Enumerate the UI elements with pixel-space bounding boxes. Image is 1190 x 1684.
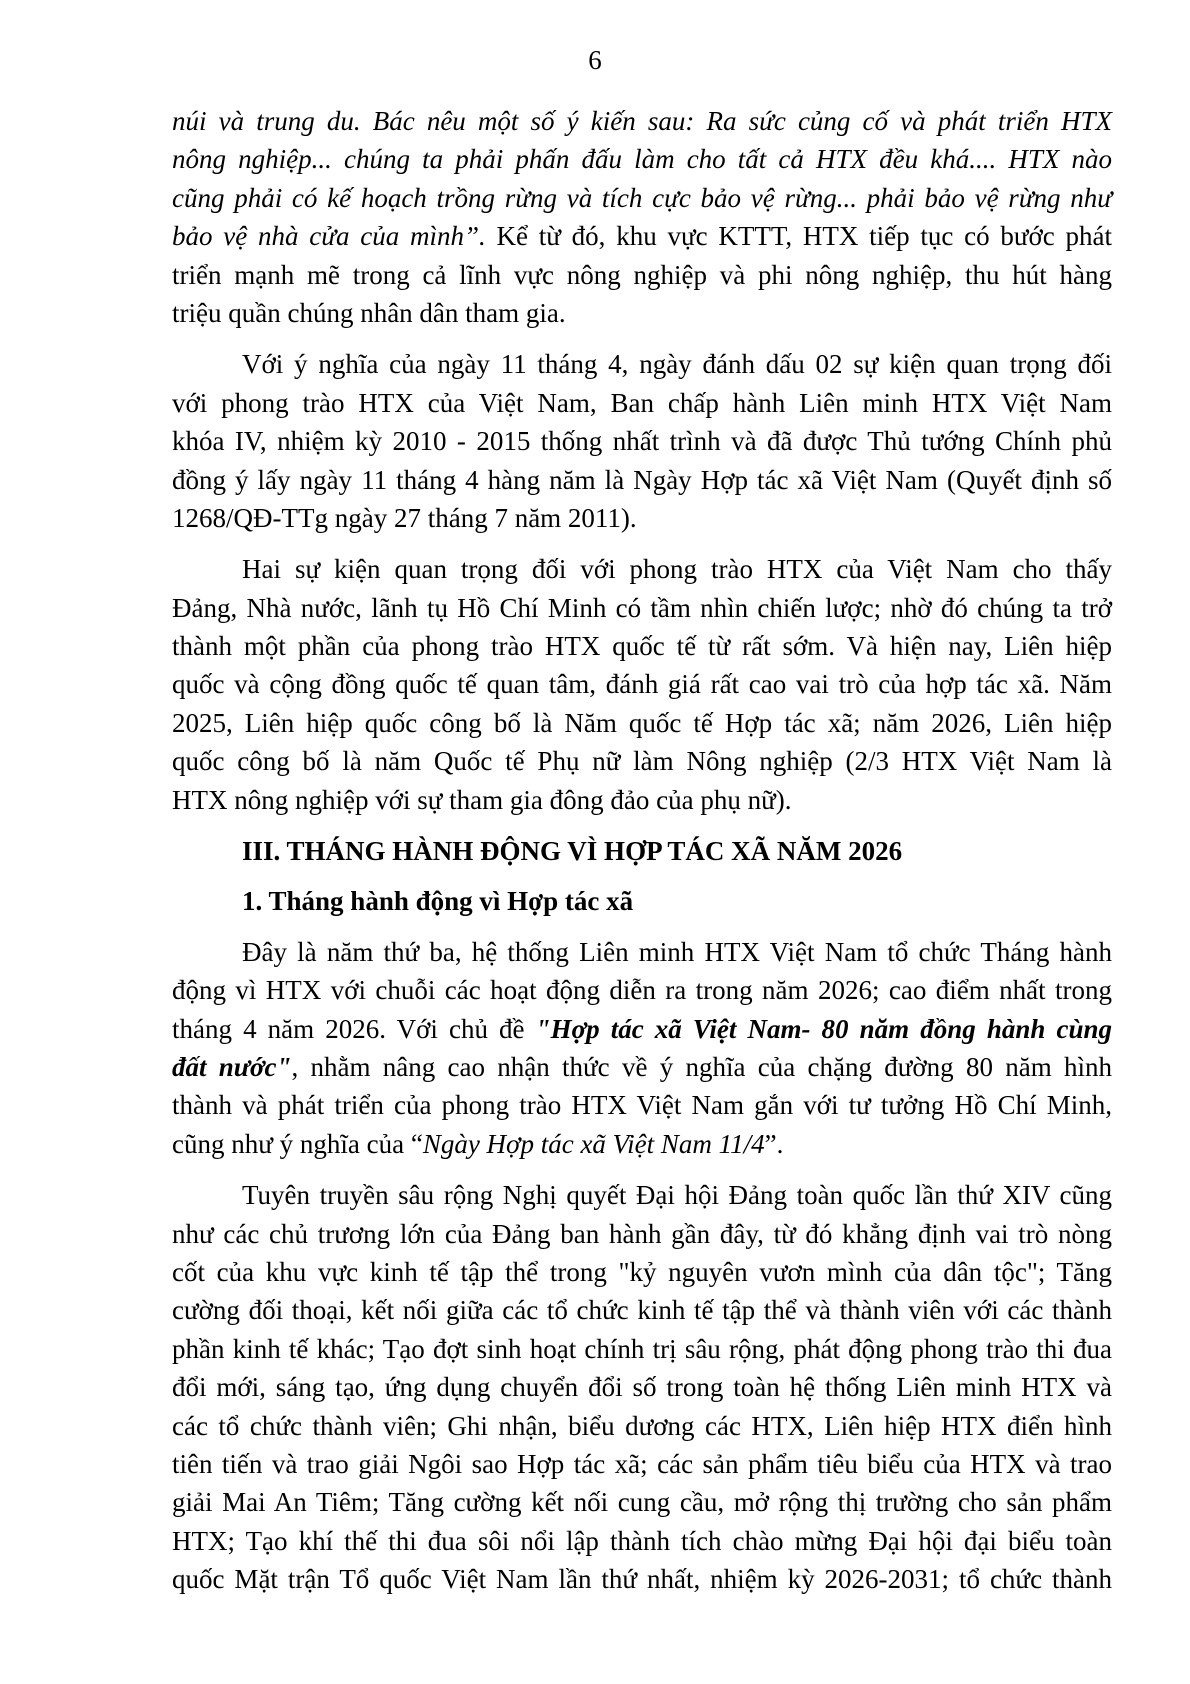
text-line xyxy=(172,422,1112,460)
text-run: Kể từ đó, khu vực KTTT, HTX tiếp tục có bước phát xyxy=(485,221,1112,252)
text-line xyxy=(172,1215,1112,1253)
paragraph-p4 xyxy=(172,933,1112,1163)
text-line xyxy=(172,1176,1112,1214)
paragraph-p5 xyxy=(172,1176,1112,1598)
text-run: với phong trào HTX của Việt Nam, Ban chấp hành Liên minh HTX Việt Nam xyxy=(172,387,1112,418)
text-line xyxy=(172,1125,1112,1163)
text-line xyxy=(172,499,1112,537)
text-run: phần kinh tế khác; Tạo đợt sinh hoạt chính trị sâu rộng, phát động phong trào thi đua xyxy=(172,1333,1112,1364)
text-run: cũng như ý nghĩa của “ xyxy=(172,1128,423,1159)
text-line xyxy=(172,1407,1112,1445)
emphasized-text-run: núi và trung du. Bác nêu một số ý kiến sau: Ra sức củng cố và phát triển HTX xyxy=(172,106,1112,136)
text-line xyxy=(172,294,1112,332)
text-run: Hai sự kiện quan trọng đối với phong trào HTX của Việt Nam cho thấy xyxy=(242,554,1112,585)
emphasized-text-run: bảo vệ nhà cửa của mình”. xyxy=(172,221,486,252)
text-line xyxy=(172,1368,1112,1406)
section-paragraphs xyxy=(172,933,1112,1599)
text-run: giải Mai An Tiêm; Tăng cường kết nối cung cầu, mở rộng thị trường cho sản phẩm xyxy=(172,1487,1112,1518)
text-run: cốt của khu vực kinh tế tập thể trong "kỷ nguyên vươn mình của dân tộc"; Tăng xyxy=(172,1256,1112,1287)
text-run: Tuyên truyền sâu rộng Nghị quyết Đại hội Đảng toàn quốc lần thứ XIV cũng xyxy=(242,1180,1112,1211)
text-line xyxy=(172,461,1112,499)
subsection-heading: 1. Tháng hành động vì Hợp tác xã xyxy=(242,886,634,917)
text-line xyxy=(172,102,1112,140)
text-run: , nhằm nâng cao nhận thức về ý nghĩa của chặng đường 80 năm hình xyxy=(291,1052,1113,1083)
text-run: HTX; Tạo khí thế thi đua sôi nổi lập thành tích chào mừng Đại hội đại biểu toàn xyxy=(172,1525,1112,1556)
document-body xyxy=(172,102,1112,1611)
intro-paragraphs xyxy=(172,102,1112,819)
text-run: tháng 4 năm 2026. Với chủ đề xyxy=(172,1013,536,1044)
text-line xyxy=(172,384,1112,422)
text-run: tiên tiến và trao giải Ngôi sao Hợp tác xã; các sản phẩm tiêu biểu của HTX và trao xyxy=(172,1448,1112,1479)
text-line xyxy=(172,589,1112,627)
emphasized-text-run: "Hợp tác xã Việt Nam- 80 năm đồng hành cùng xyxy=(535,1013,1113,1044)
text-line xyxy=(172,1560,1112,1598)
text-line xyxy=(172,256,1112,294)
text-run: các tổ chức thành viên; Ghi nhận, biểu dương các HTX, Liên hiệp HTX điển hình xyxy=(172,1410,1112,1441)
text-run: triển mạnh mẽ trong cả lĩnh vực nông nghiệp và phi nông nghiệp, thu hút hàng xyxy=(172,259,1112,290)
emphasized-text-run: nông nghiệp... chúng ta phải phấn đấu làm cho tất cả HTX đều khá.... HTX nào xyxy=(172,144,1112,175)
text-line xyxy=(172,665,1112,703)
text-line xyxy=(172,1010,1112,1048)
text-line xyxy=(172,140,1112,178)
paragraph-p3 xyxy=(172,550,1112,819)
text-run: Đảng, Nhà nước, lãnh tụ Hồ Chí Minh có tầm nhìn chiến lược; nhờ đó chúng ta trở xyxy=(172,592,1112,623)
section-heading: III. THÁNG HÀNH ĐỘNG VÌ HỢP TÁC XÃ NĂM 2026 xyxy=(242,836,903,867)
text-run: đổi mới, sáng tạo, ứng dụng chuyển đổi số trong toàn hệ thống Liên minh HTX và xyxy=(172,1372,1112,1403)
paragraph-p1 xyxy=(172,102,1112,332)
text-run: Với ý nghĩa của ngày 11 tháng 4, ngày đánh dấu 02 sự kiện quan trọng đối xyxy=(242,349,1112,380)
text-line xyxy=(172,627,1112,665)
text-line xyxy=(172,1086,1112,1124)
text-run: quốc công bố là năm Quốc tế Phụ nữ làm Nông nghiệp (2/3 HTX Việt Nam là xyxy=(172,746,1112,777)
text-line xyxy=(172,781,1112,819)
text-line xyxy=(172,550,1112,588)
text-run: 1268/QĐ-TTg ngày 27 tháng 7 năm 2011). xyxy=(172,502,637,533)
paragraph-p2 xyxy=(172,345,1112,537)
text-line xyxy=(172,217,1112,255)
text-line xyxy=(172,1330,1112,1368)
text-run: quốc Mặt trận Tổ quốc Việt Nam lần thứ nhất, nhiệm kỳ 2026-2031; tổ chức thành xyxy=(172,1564,1112,1595)
text-run: khóa IV, nhiệm kỳ 2010 - 2015 thống nhất trình và đã được Thủ tướng Chính phủ xyxy=(172,426,1112,457)
page-number: 6 xyxy=(588,45,602,75)
text-line xyxy=(172,345,1112,383)
text-run: ”. xyxy=(764,1128,784,1159)
text-line xyxy=(172,1253,1112,1291)
text-line xyxy=(172,933,1112,971)
text-line xyxy=(172,1291,1112,1329)
text-run: triệu quần chúng nhân dân tham gia. xyxy=(172,297,566,328)
text-run: thành và phát triển của phong trào HTX Việt Nam gắn với tư tưởng Hồ Chí Minh, xyxy=(172,1090,1112,1121)
emphasized-text-run: đất nước" xyxy=(172,1052,292,1083)
text-line xyxy=(172,704,1112,742)
text-run: thành một phần của phong trào HTX quốc tế từ rất sớm. Và hiện nay, Liên hiệp xyxy=(172,631,1112,662)
text-run: 2025, Liên hiệp quốc công bố là Năm quốc tế Hợp tác xã; năm 2026, Liên hiệp xyxy=(172,707,1112,738)
text-line xyxy=(172,1048,1112,1086)
text-run: Đây là năm thứ ba, hệ thống Liên minh HTX Việt Nam tổ chức Tháng hành xyxy=(242,936,1112,967)
text-run: cường đối thoại, kết nối giữa các tổ chức kinh tế tập thể và thành viên với các thành xyxy=(172,1295,1112,1326)
text-line xyxy=(172,1445,1112,1483)
text-run: quốc và cộng đồng quốc tế quan tâm, đánh giá rất cao vai trò của hợp tác xã. Năm xyxy=(172,669,1112,700)
emphasized-text-run: Ngày Hợp tác xã Việt Nam 11/4 xyxy=(422,1128,765,1159)
text-line xyxy=(172,742,1112,780)
text-run: HTX nông nghiệp với sự tham gia đông đảo của phụ nữ). xyxy=(172,784,792,815)
text-run: như các chủ trương lớn của Đảng ban hành gần đây, từ đó khẳng định vai trò nòng xyxy=(172,1218,1112,1249)
text-line xyxy=(172,1483,1112,1521)
text-line xyxy=(172,179,1112,217)
emphasized-text-run: cũng phải có kế hoạch trồng rừng và tích cực bảo vệ rừng... phải bảo vệ rừng như xyxy=(172,182,1112,213)
text-line xyxy=(172,1522,1112,1560)
text-run: đồng ý lấy ngày 11 tháng 4 hàng năm là Ngày Hợp tác xã Việt Nam (Quyết định số xyxy=(172,464,1112,495)
text-run: động vì HTX với chuỗi các hoạt động diễn ra trong năm 2026; cao điểm nhất trong xyxy=(172,975,1112,1006)
text-line xyxy=(172,971,1112,1009)
